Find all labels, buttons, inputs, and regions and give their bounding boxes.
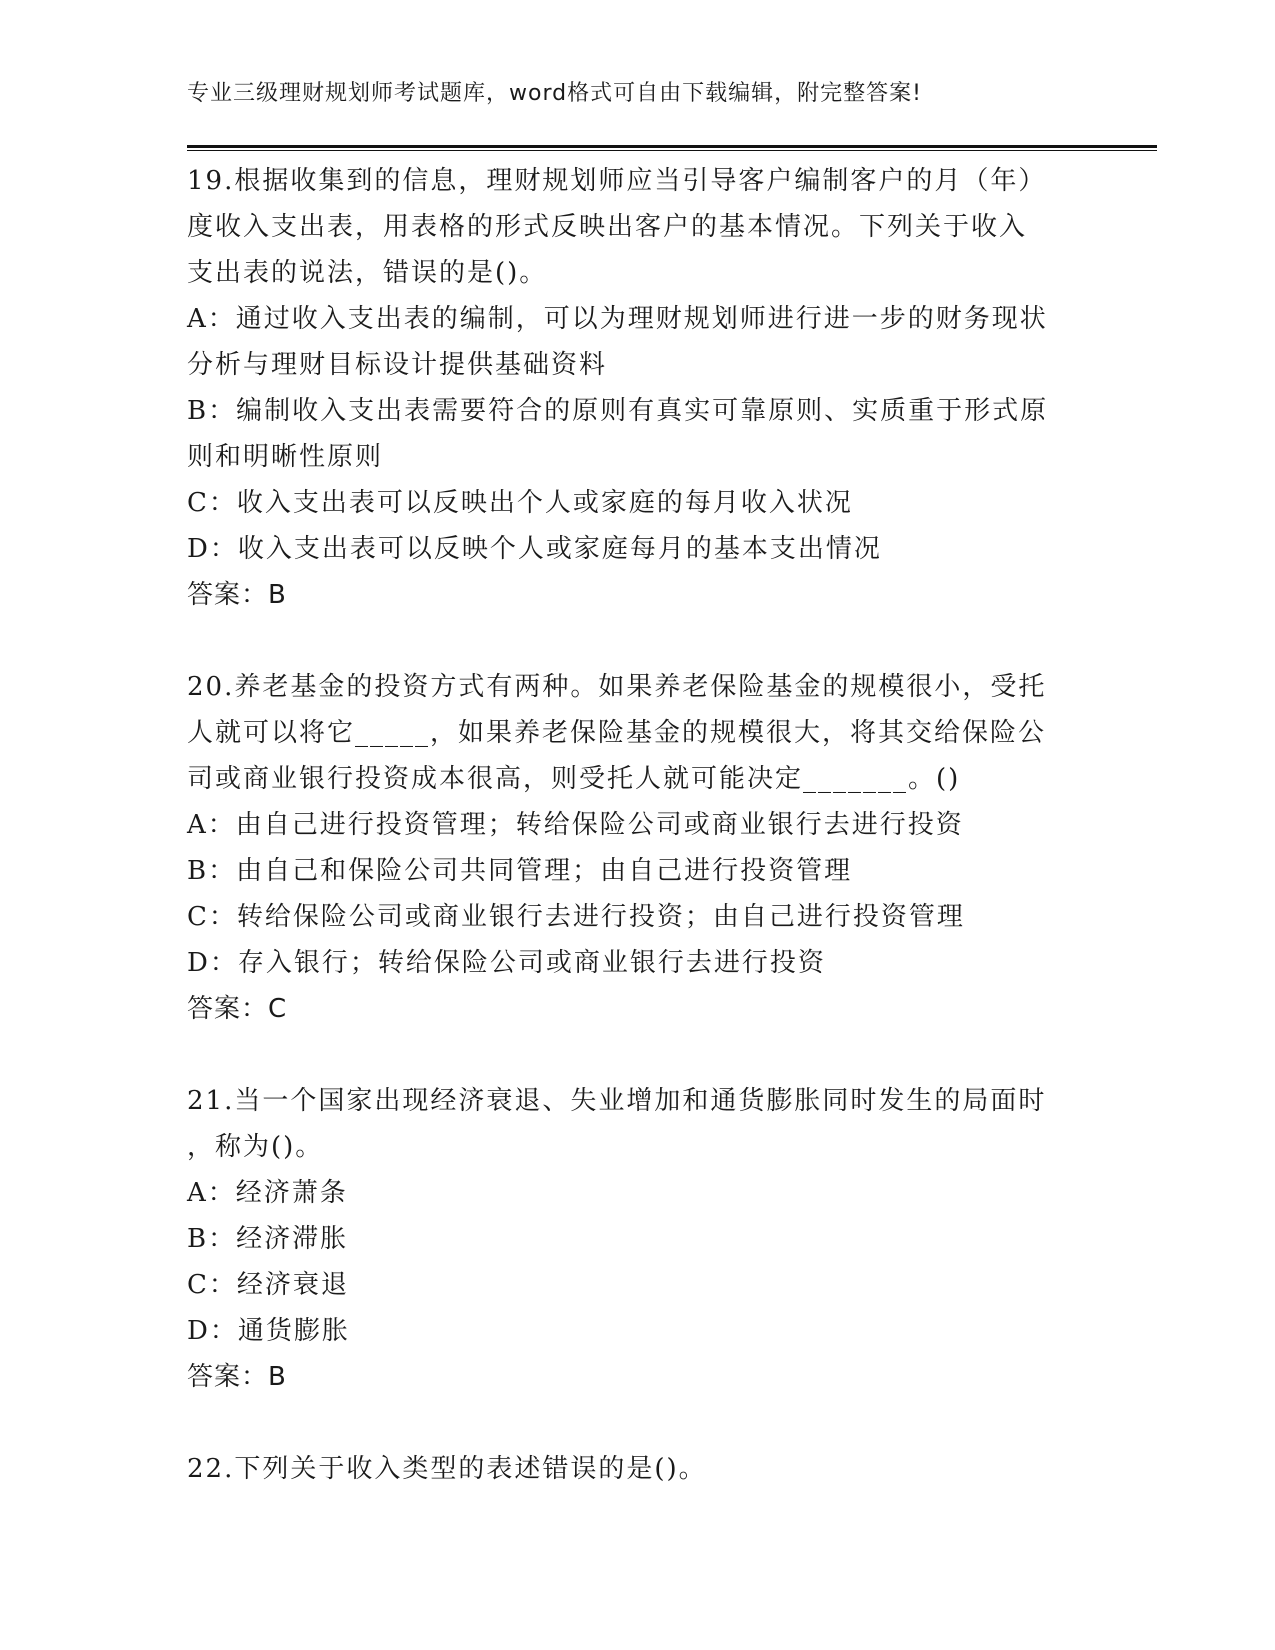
header-divider-thick <box>187 145 1157 148</box>
option-line: A：由自己进行投资管理；转给保险公司或商业银行去进行投资 <box>187 810 964 840</box>
question-list <box>187 158 1087 1492</box>
option-line: 则和明晰性原则 <box>187 442 384 472</box>
question-22 <box>187 1446 1087 1492</box>
option-line: C：转给保险公司或商业银行去进行投资；由自己进行投资管理 <box>187 902 965 932</box>
option-line: D：收入支出表可以反映个人或家庭每月的基本支出情况 <box>187 534 882 564</box>
question-stem-line: 司或商业银行投资成本很高，则受托人就可能决定_______。() <box>187 764 961 794</box>
question-stem-line: 22.下列关于收入类型的表述错误的是()。 <box>187 1454 707 1484</box>
question-stem-line: 人就可以将它_____，如果养老保险基金的规模很大，将其交给保险公 <box>187 718 1047 748</box>
option-line: B：经济滞胀 <box>187 1224 349 1254</box>
question-stem-line: 度收入支出表，用表格的形式反映出客户的基本情况。下列关于收入 <box>187 212 1028 242</box>
option-line: A：经济萧条 <box>187 1178 348 1208</box>
option-line: A：通过收入支出表的编制，可以为理财规划师进行进一步的财务现状 <box>187 304 1048 334</box>
option-line: D：存入银行；转给保险公司或商业银行去进行投资 <box>187 948 826 978</box>
question-stem-line: 21.当一个国家出现经济衰退、失业增加和通货膨胀同时发生的局面时 <box>187 1086 1047 1116</box>
question-stem-line: ，称为()。 <box>187 1132 324 1162</box>
question-19 <box>187 158 1087 618</box>
option-line: D：通货膨胀 <box>187 1316 350 1346</box>
option-line: B：由自己和保险公司共同管理；由自己进行投资管理 <box>187 856 853 886</box>
option-line: C：经济衰退 <box>187 1270 349 1300</box>
question-21 <box>187 1078 1087 1400</box>
answer-line: 答案：B <box>187 580 287 610</box>
question-stem-line: 19.根据收集到的信息，理财规划师应当引导客户编制客户的月（年） <box>187 166 1047 196</box>
question-spacer <box>187 1400 1087 1446</box>
option-line: B：编制收入支出表需要符合的原则有真实可靠原则、实质重于形式原 <box>187 396 1049 426</box>
answer-line: 答案：B <box>187 1362 287 1392</box>
header-divider-thin <box>187 150 1157 151</box>
option-line: 分析与理财目标设计提供基础资料 <box>187 350 608 380</box>
answer-line: 答案：C <box>187 994 288 1024</box>
option-line: C：收入支出表可以反映出个人或家庭的每月收入状况 <box>187 488 853 518</box>
question-spacer <box>187 1032 1087 1078</box>
question-spacer <box>187 618 1087 664</box>
question-20 <box>187 664 1087 1032</box>
question-stem-line: 支出表的说法，错误的是()。 <box>187 258 548 288</box>
question-stem-line: 20.养老基金的投资方式有两种。如果养老保险基金的规模很小，受托 <box>187 672 1047 702</box>
page-header-title: 专业三级理财规划师考试题库，word格式可自由下载编辑，附完整答案! <box>187 81 922 106</box>
